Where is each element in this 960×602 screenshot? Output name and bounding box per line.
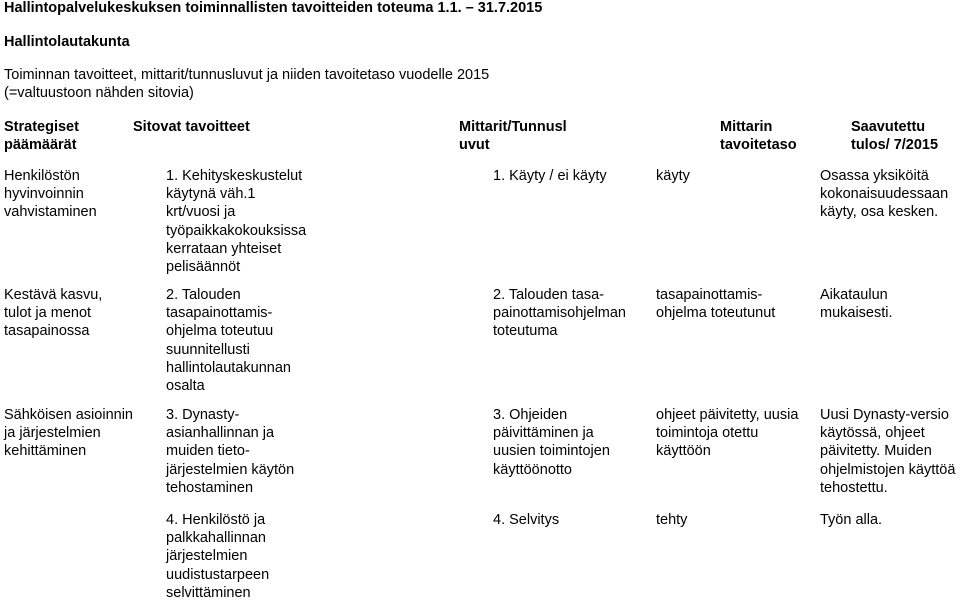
page-title: Hallintopalvelukeskuksen toiminnallisten tavoitteiden toteuma 1.1. – 31.7.2015 — [4, 0, 543, 16]
cell-line: Kestävä kasvu, — [4, 287, 103, 303]
cell-line: kehittäminen — [4, 443, 87, 460]
header-line: päämäärät — [4, 137, 77, 153]
binding-goal-cell — [166, 167, 306, 276]
column-header-metric — [459, 118, 567, 154]
cell-line: Henkilöstön — [4, 168, 80, 184]
cell-line: Sähköisen asioinnin — [4, 407, 133, 423]
strategic-goal-cell — [4, 286, 102, 341]
result-cell — [820, 167, 948, 222]
cell-line: 3. Ohjeiden — [493, 407, 568, 423]
cell-line: uudistustarpeen — [166, 566, 270, 583]
cell-line: käyttöön — [656, 443, 711, 460]
cell-line: käyty — [656, 168, 690, 184]
metric-cell — [493, 286, 626, 341]
cell-line: toimintoja otettu — [656, 425, 759, 442]
cell-line: käytynä väh.1 — [166, 186, 256, 203]
cell-line: työpaikkakokouksissa — [166, 222, 307, 239]
cell-line: Osassa yksiköitä — [820, 168, 929, 184]
cell-line: toteutuma — [493, 323, 558, 340]
column-header-strategic — [4, 118, 79, 154]
cell-line: osalta — [166, 378, 205, 395]
cell-line: muiden tieto- — [166, 443, 250, 460]
cell-line: ohjelma toteutuu — [166, 323, 274, 340]
cell-line: mukaisesti. — [820, 305, 893, 322]
cell-line: tulot ja menot — [4, 305, 92, 322]
subtitle-note: (=valtuustoon nähden sitovia) — [4, 85, 194, 101]
cell-line: hyvinvoinnin — [4, 186, 84, 203]
cell-line: krt/vuosi ja — [166, 204, 236, 221]
result-cell — [820, 511, 882, 529]
cell-line: pelisäännöt — [166, 259, 241, 276]
cell-line: tehostaminen — [166, 479, 254, 496]
cell-line: ja järjestelmien — [4, 425, 101, 442]
target-level-cell — [656, 511, 687, 529]
cell-line: suunnitellusti — [166, 341, 250, 358]
cell-line: ohjelmistojen käyttöä — [820, 461, 956, 478]
column-header-result — [851, 118, 938, 154]
cell-line: painottamisohjelman — [493, 305, 626, 322]
metric-cell — [493, 406, 610, 479]
result-cell — [820, 406, 955, 497]
header-line: Strategiset — [4, 119, 79, 135]
column-header-goal — [133, 118, 250, 136]
strategic-goal-cell — [4, 167, 97, 222]
header-line: Mittarin — [720, 119, 773, 135]
cell-line: Työn alla. — [820, 512, 883, 528]
binding-goal-cell — [166, 406, 294, 497]
cell-line: 1. Käyty / ei käyty — [493, 168, 607, 184]
cell-line: järjestelmien käytön — [166, 461, 295, 478]
cell-line: ohjeet päivitetty, uusia — [656, 407, 799, 423]
header-line: Mittarit/Tunnusl — [459, 119, 567, 135]
committee-title: Hallintolautakunta — [4, 34, 130, 50]
result-cell — [820, 286, 893, 322]
header-line: tulos/ 7/2015 — [851, 137, 939, 153]
target-level-cell — [656, 167, 690, 185]
cell-line: tasapainossa — [4, 323, 90, 340]
cell-line: palkkahallinnan — [166, 530, 266, 547]
binding-goal-cell — [166, 511, 269, 602]
cell-line: ohjelma toteutunut — [656, 305, 776, 322]
cell-line: 1. Kehityskeskustelut — [166, 168, 303, 184]
subtitle: Toiminnan tavoitteet, mittarit/tunnusluvut ja niiden tavoitetaso vuodelle 2015 — [4, 67, 490, 83]
cell-line: käytössä, ohjeet — [820, 425, 925, 442]
header-line: Saavutettu — [851, 119, 926, 135]
cell-line: päivitetty. Muiden — [820, 443, 932, 460]
metric-cell — [493, 511, 559, 529]
cell-line: käyty, osa kesken. — [820, 204, 939, 221]
target-level-cell — [656, 406, 798, 461]
header-line: uvut — [459, 137, 490, 153]
cell-line: tasapainottamis- — [166, 305, 273, 322]
metric-cell — [493, 167, 607, 185]
cell-line: tehostettu. — [820, 479, 888, 496]
cell-line: Uusi Dynasty-versio — [820, 407, 949, 423]
cell-line: selvittäminen — [166, 584, 251, 601]
cell-line: tasapainottamis- — [656, 287, 763, 303]
cell-line: uusien toimintojen — [493, 443, 610, 460]
cell-line: 3. Dynasty- — [166, 407, 240, 423]
cell-line: kokonaisuudessaan — [820, 186, 949, 203]
cell-line: järjestelmien — [166, 548, 248, 565]
cell-line: hallintolautakunnan — [166, 359, 291, 376]
cell-line: käyttöönotto — [493, 461, 572, 478]
cell-line: päivittäminen ja — [493, 425, 594, 442]
binding-goal-cell — [166, 286, 291, 395]
column-header-target — [720, 118, 797, 154]
header-line: Sitovat tavoitteet — [133, 119, 250, 135]
cell-line: 2. Talouden — [166, 287, 241, 303]
header-line: tavoitetaso — [720, 137, 797, 153]
cell-line: kerrataan yhteiset — [166, 240, 282, 257]
cell-line: asianhallinnan ja — [166, 425, 275, 442]
cell-line: vahvistaminen — [4, 204, 97, 221]
cell-line: 2. Talouden tasa- — [493, 287, 604, 303]
target-level-cell — [656, 286, 775, 322]
cell-line: tehty — [656, 512, 688, 528]
cell-line: Aikataulun — [820, 287, 888, 303]
strategic-goal-cell — [4, 406, 133, 461]
cell-line: 4. Selvitys — [493, 512, 560, 528]
cell-line: 4. Henkilöstö ja — [166, 512, 266, 528]
